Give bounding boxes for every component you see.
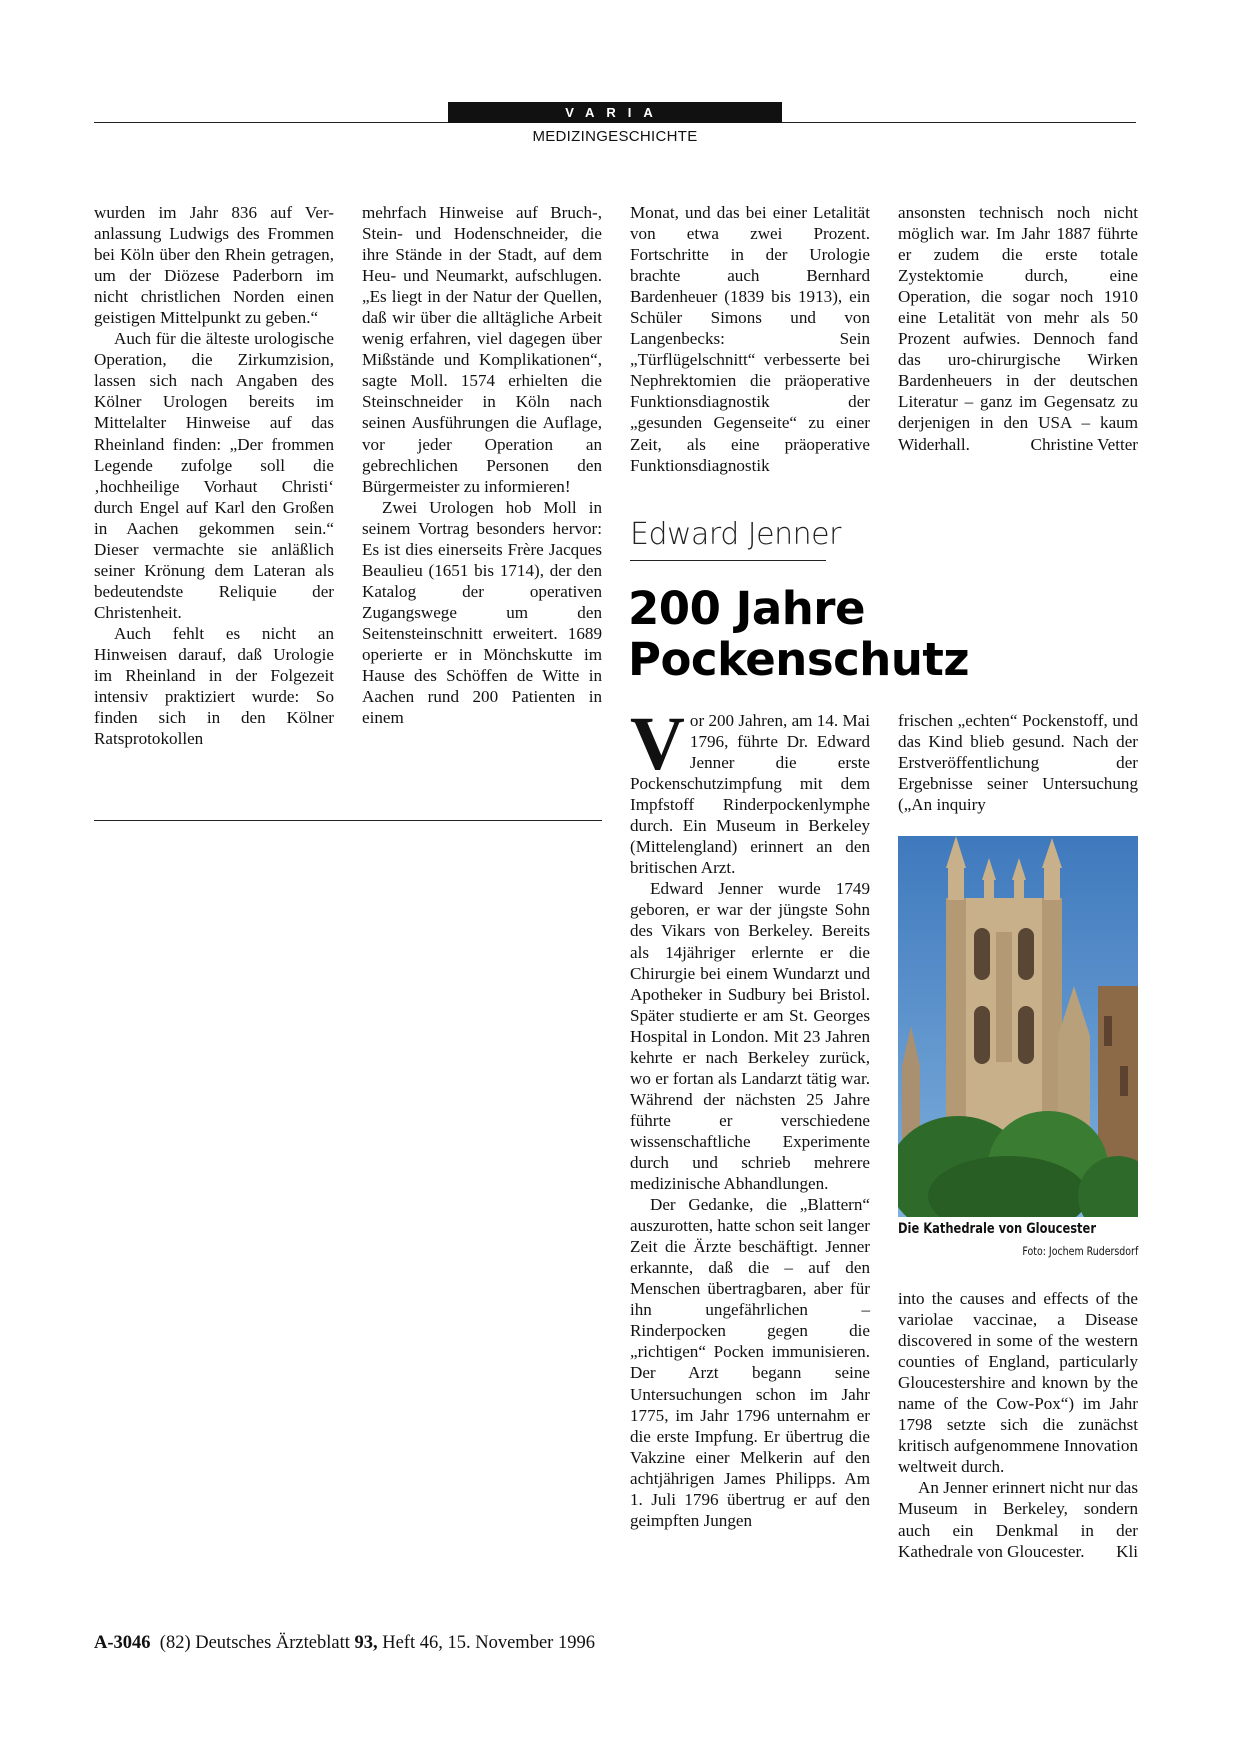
photo-credit: Foto: Jochem Rudersdorf: [1022, 1244, 1138, 1258]
photo-caption: Die Kathedrale von Gloucester: [898, 1221, 1097, 1237]
paragraph: Zwei Urologen hob Moll in seinem Vortrag besonders hervor: Es ist dies einerseits Frère Jacques Beaulieu (1651 bis 1714), der den Katalog der operativen Zugangswege um den Seitensteinschnitt erweitert. 1689 operierte er in Mönchskutte im Hause des Schöffen de Witte in Aachen rund 200 Patienten in einem: [362, 497, 602, 728]
page-footer: [94, 1633, 595, 1654]
author-signature: Kli: [1116, 1541, 1138, 1561]
subsection-label: MEDIZINGESCHICHTE: [532, 128, 698, 145]
paragraph: frischen „echten“ Pockenstoff, und das Kind blieb gesund. Nach der Erstveröffentlichung der Ergebnisse seiner Untersuchung („An inquiry: [898, 711, 1138, 815]
paragraph: Monat, und das bei einer Letalität von etwa zwei Prozent. Fortschritte in der Urologie brachte auch Bernhard Bardenheuer (1839 bis 1913), ein Schüler Simons und von Langenbecks: Sein „Türflügelschnitt“ verbesserte bei Nephrektomien die präoperative Funktionsdiagnostik der „gesunden Gegenseite“ zu einer Zeit, als eine präoperative Funktionsdiagnostik: [630, 203, 870, 475]
paragraph: Auch für die älteste urologische Operation, die Zirkumzision, lassen sich nach Angaben des Kölner Urologen bereits im Mittelalter Hinweise auf das Rheinland finden: „Der frommen Legende zufolge soll die ‚hochheilige Vorhaut Christi‘ durch Engel auf Karl den Großen in Aachen gekommen sein.“ Dieser vermachte sie anläßlich seiner Krönung dem Lateran als bedeutendste Reliquie der Christenheit.: [94, 329, 334, 622]
section-label: VARIA: [448, 102, 782, 123]
paragraph: into the causes and effects of the variolae vaccinae, a Disease discovered in some of the western counties of England, particularly Gloucestershire and known by the name of the Cow-Pox“) im Jahr 1798 setzte sich die zunächst kritisch aufgenommene Innovation weltweit durch.: [898, 1289, 1138, 1477]
article-headline: 200 Jahre Pockenschutz: [628, 582, 970, 686]
article2-column-right-bottom: [898, 1288, 1138, 1562]
paragraph: mehrfach Hinweise auf Bruch-, Stein- und Hodenschneider, die ihre Stände in der Stadt, auf dem Heu- und Neumarkt, aufschlugen. „Es liegt in der Natur der Quellen, daß wir über die alltägliche Arbeit wenig erfahren, viel dagegen über Mißstände und Komplikationen“, sagte Moll. 1574 erhielten die Steinschneider in Köln nach seinen Ausführungen die Auflage, vor jeder Operation an gebrechlichen Personen den Bürgermeister zu informieren!: [362, 203, 602, 496]
lead-paragraph: Vor 200 Jahren, am 14. Mai 1796, führte Dr. Edward Jenner die erste Pockenschutzimpfung mit dem Impfstoff Rinderpockenlymphe durch. Ein Museum in Berkeley (Mittelengland) erinnert an den britischen Arzt.: [630, 702, 870, 878]
cathedral-photo: [898, 836, 1138, 1217]
paragraph: Edward Jenner wurde 1749 geboren, er war der jüngste Sohn des Vikars von Berkeley. Bereits als 14jähriger erlernte er die Chirurgie bei einem Wundarzt und Apotheker in Sudbury bei Bristol. Später studierte er am St. Georges Hospital in London. Mit 23 Jahren kehrte er nach Berkeley zurück, wo er fortan als Landarzt tätig war. Während der nächsten 25 Jahre führte er verschiedene wissenschaftliche Experimente durch und schrieb mehrere medizinische Abhandlungen.: [630, 879, 870, 1194]
article1-column-2: [362, 202, 602, 728]
kicker-underline: [630, 560, 826, 561]
article-separator-rule: [94, 820, 602, 821]
issue-info: Heft 46, 15. November 1996: [382, 1633, 595, 1653]
paragraph: ansonsten technisch noch nicht möglich war. Im Jahr 1887 führte er zudem die erste totale Zystektomie durch, eine Operation, die sogar noch 1910 eine Letalität von mehr als 50 Prozent aufwies. Dennoch fand das uro-chirurgische Wirken Bardenheuers in der deutschen Literatur – ganz im Gegensatz zu derjenigen in den USA – kaum Widerhall. Christine Vetter: [898, 203, 1138, 454]
dropcap: V: [630, 702, 685, 786]
article2-column-left: [630, 702, 870, 1531]
article1-column-4: [898, 202, 1138, 455]
journal-name: Deutsches Ärzteblatt: [195, 1633, 350, 1653]
paragraph: wurden im Jahr 836 auf Ver-anlassung Ludwigs des Frommen bei Köln über den Rhein getragen, um der Diözese Paderborn im nicht christlichen Norden einen geistigen Mittelpunkt zu geben.“: [94, 203, 334, 328]
page-number-alt: (82): [159, 1633, 191, 1653]
author-signature: Christine Vetter: [1030, 434, 1138, 454]
paragraph: An Jenner erinnert nicht nur das Museum in Berkeley, sondern auch ein Denkmal in der Kathedrale von Gloucester. Kli: [898, 1478, 1138, 1561]
article2-column-right-top: [898, 710, 1138, 815]
article-kicker: Edward Jenner: [630, 517, 841, 552]
page-number: A-3046: [94, 1633, 151, 1653]
paragraph: Auch fehlt es nicht an Hinweisen darauf, daß Urologie im Rheinland in der Folgezeit intensiv praktiziert wurde: So finden sich in den Kölner Ratsprotokollen: [94, 623, 334, 749]
paragraph: Der Gedanke, die „Blattern“ auszurotten, hatte schon seit langer Zeit die Ärzte beschäftigt. Jenner erkannte, daß die – auf den Menschen übertragbaren, aber für ihn ungefährlichen – Rinderpocken gegen die „richtigen“ Pocken immunisieren. Der Arzt begann seine Untersuchungen schon im Jahr 1775, im Jahr 1796 unternahm er die erste Impfung. Er übertrug die Vakzine einer Melkerin auf den achtjährigen James Philipps. Am 1. Juli 1796 übertrug er auf den geimpften Jungen: [630, 1195, 870, 1530]
article1-column-1: [94, 202, 334, 749]
volume-number: 93,: [354, 1633, 378, 1653]
article1-column-3: [630, 202, 870, 476]
